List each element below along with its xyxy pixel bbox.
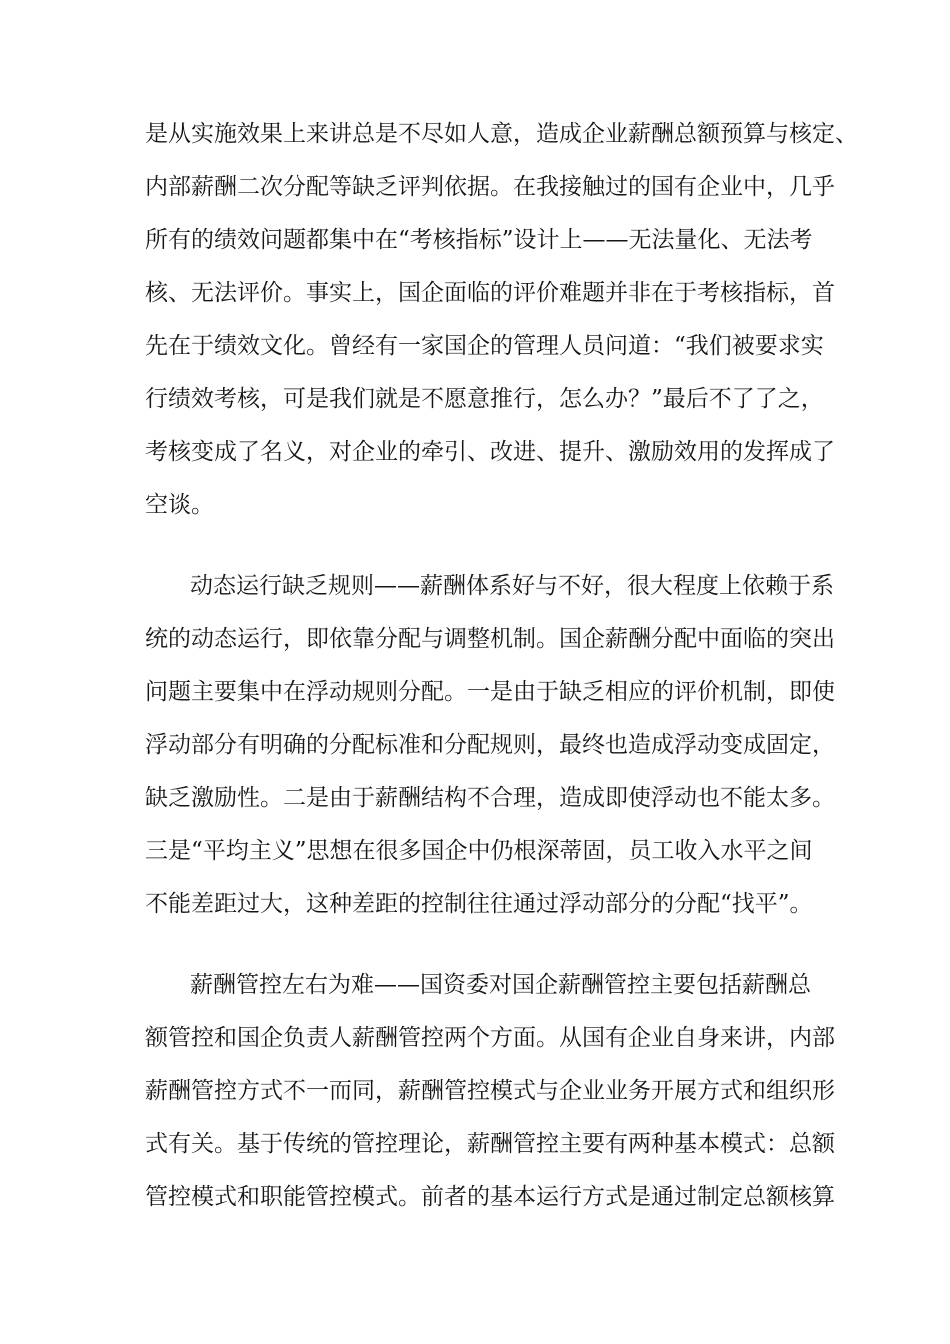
paragraph-2-line-6: 三是“平均主义”思想在很多国企中仍根深蒂固，员工收入水平之间	[145, 838, 813, 864]
paragraph-1-line-4: 核、无法评价。事实上，国企面临的评价难题并非在于考核指标，首	[145, 280, 835, 306]
paragraph-1-line-2: 内部薪酬二次分配等缺乏评判依据。在我接触过的国有企业中，几乎	[145, 174, 835, 200]
paragraph-2-line-3: 问题主要集中在浮动规则分配。一是由于缺乏相应的评价机制，即使	[145, 679, 835, 705]
paragraph-1-line-7: 考核变成了名义，对企业的牵引、改进、提升、激励效用的发挥成了	[145, 439, 835, 465]
paragraph-3-line-4: 式有关。基于传统的管控理论，薪酬管控主要有两种基本模式：总额	[145, 1131, 835, 1157]
paragraph-3-line-2: 额管控和国企负责人薪酬管控两个方面。从国有企业自身来讲，内部	[145, 1025, 835, 1051]
paragraph-2-line-7: 不能差距过大，这种差距的控制往往通过浮动部分的分配“找平”。	[145, 891, 813, 917]
paragraph-2-line-4: 浮动部分有明确的分配标准和分配规则，最终也造成浮动变成固定，	[145, 732, 835, 758]
paragraph-1-line-8: 空谈。	[145, 492, 214, 518]
paragraph-3-line-3: 薪酬管控方式不一而同，薪酬管控模式与企业业务开展方式和组织形	[145, 1078, 835, 1104]
paragraph-3-line-5: 管控模式和职能管控模式。前者的基本运行方式是通过制定总额核算	[145, 1184, 835, 1210]
paragraph-2-line-5: 缺乏激励性。二是由于薪酬结构不合理，造成即使浮动也不能太多。	[145, 785, 835, 811]
paragraph-1-line-5: 先在于绩效文化。曾经有一家国企的管理人员问道：“我们被要求实	[145, 333, 824, 359]
paragraph-2-line-1: 动态运行缺乏规则——薪酬体系好与不好，很大程度上依赖于系	[190, 573, 834, 599]
paragraph-1-line-3: 所有的绩效问题都集中在“考核指标”设计上——无法量化、无法考	[145, 227, 813, 253]
paragraph-3-line-1: 薪酬管控左右为难——国资委对国企薪酬管控主要包括薪酬总	[190, 972, 811, 998]
paragraph-2-line-2: 统的动态运行，即依靠分配与调整机制。国企薪酬分配中面临的突出	[145, 626, 835, 652]
paragraph-1-line-6: 行绩效考核，可是我们就是不愿意推行，怎么办？”最后不了了之，	[145, 386, 824, 412]
paragraph-1-line-1: 是从实施效果上来讲总是不尽如人意，造成企业薪酬总额预算与核定、	[145, 121, 858, 147]
